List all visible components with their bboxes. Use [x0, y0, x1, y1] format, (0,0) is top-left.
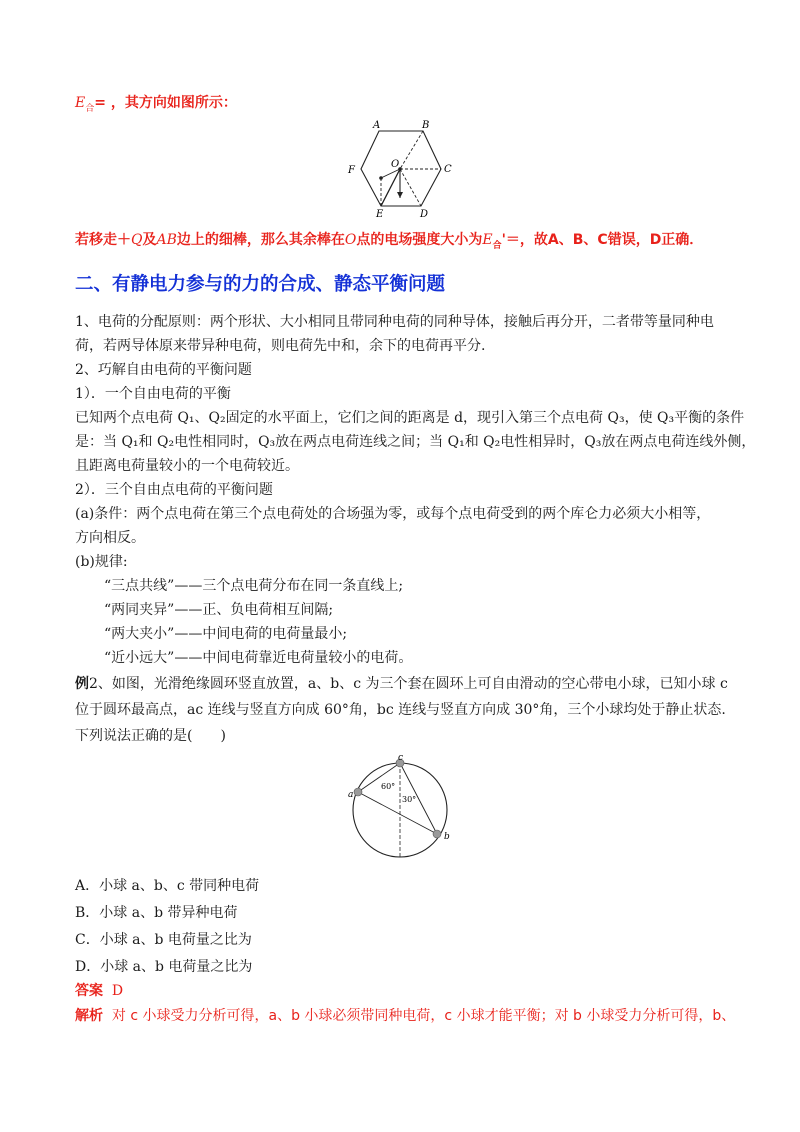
e-prime-symbol: E	[482, 232, 493, 248]
remove-text-1: 若移走＋	[75, 232, 131, 248]
example-tag: 例	[75, 676, 89, 692]
e-prime-subscript: 合	[492, 240, 502, 251]
para-4b: 是：当 Q₁和 Q₂电性相同时，Q₃放在两点电荷连线之间；当 Q₁和 Q₂电性相异时，Q₃放在两点电荷连线外侧，	[75, 434, 756, 450]
label-c: C	[444, 164, 452, 175]
answer-label: 答案	[75, 983, 103, 999]
ab-symbol: AB	[156, 232, 177, 248]
para-6b: 方向相反。	[75, 530, 145, 546]
rule-2: “两同夹异”——正、负电荷相互间隔;	[104, 602, 334, 618]
answer-value: D	[111, 983, 124, 999]
example-line-3: 下列说法正确的是( )	[75, 728, 226, 744]
analysis-label: 解析	[75, 1008, 103, 1024]
label-a-ball: a	[348, 790, 354, 800]
e-subscript: 合	[85, 103, 95, 114]
point-dot	[379, 176, 383, 180]
label-e: E	[376, 209, 384, 220]
para-3: 1）．一个自由电荷的平衡	[75, 386, 231, 402]
arrowhead-down	[397, 192, 403, 198]
e-symbol: E	[75, 95, 86, 111]
ball-a	[354, 788, 362, 796]
section-heading: 二、有静电力参与的力的合成、静态平衡问题	[75, 274, 446, 295]
circle-figure	[340, 754, 470, 862]
dashed-od	[400, 169, 421, 206]
field-direction-line	[75, 93, 237, 119]
angle-30-label: 30°	[402, 795, 417, 804]
para-1a: 1、电荷的分配原则：两个形状、大小相同且带同种电荷的同种导体，接触后再分开，二者带等量同种电	[75, 314, 714, 330]
label-c-ball: c	[398, 754, 404, 763]
example-text-1: 2、如图，光滑绝缘圆环竖直放置，a、b、c 为三个套在圆环上可自由滑动的空心带电小球，已知小球 c	[89, 676, 728, 692]
para-5: 2）．三个自由点电荷的平衡问题	[75, 482, 273, 498]
para-4c: 且距离电荷量较小的一个电荷较近。	[75, 458, 299, 474]
hexagon-figure	[340, 118, 470, 223]
remove-text-5: '＝，故A、B、C错误，D正确．	[501, 232, 704, 248]
label-a: A	[373, 120, 381, 131]
remove-text-2: 及	[142, 232, 157, 248]
remove-text-4: 点的电场强度大小为	[356, 232, 483, 248]
para-4a: 已知两个点电荷 Q₁、Q₂固定的水平面上，它们之间的距离是 d，现引入第三个点电荷 Q₃，使 Q₃平衡的条件	[75, 410, 745, 426]
dashed-ob	[400, 131, 423, 169]
analysis-text: 对 c 小球受力分析可得，a、b 小球必须带同种电荷，c 小球才能平衡；对 b 小球受力分析可得，b、	[111, 1008, 736, 1024]
field-vector-1	[381, 169, 400, 206]
remove-rod-line	[75, 230, 703, 256]
option-c: C．小球 a、b 电荷量之比为	[75, 932, 252, 948]
example-line-1	[75, 674, 728, 694]
field-direction-text: = ，其方向如图所示：	[94, 95, 237, 111]
para-1b: 荷，若两导体原来带异种电荷，则电荷先中和，余下的电荷再平分.	[75, 338, 486, 354]
option-a: A．小球 a、b、c 带同种电荷	[75, 878, 260, 894]
para-6a: (a)条件：两个点电荷在第三个点电荷处的合场强为零，或每个点电荷受到的两个库仑力必须大小相等，	[75, 506, 711, 522]
remove-text-3: 边上的细棒，那么其余棒在	[176, 232, 345, 248]
option-b: B．小球 a、b 带异种电荷	[75, 905, 238, 921]
option-d: D．小球 a、b 电荷量之比为	[75, 959, 253, 975]
rule-4: “近小远大”——中间电荷靠近电荷量较小的电荷。	[104, 650, 413, 666]
answer-line	[75, 981, 123, 1001]
o-symbol: O	[344, 232, 357, 248]
angle-60-label: 60°	[381, 782, 396, 791]
label-b: B	[422, 120, 430, 131]
label-f: F	[348, 165, 355, 176]
para-7: (b)规律:	[75, 554, 128, 570]
label-b-ball: b	[444, 832, 450, 842]
rule-3: “两大夹小”——中间电荷的电荷量最小;	[104, 626, 348, 642]
label-o: O	[391, 159, 400, 170]
ball-b	[433, 830, 441, 838]
q-symbol: Q	[131, 232, 143, 248]
ab-line	[358, 792, 437, 834]
example-line-2: 位于圆环最高点，ac 连线与竖直方向成 60°角，bc 连线与竖直方向成 30°角，三个小球均处于静止状态.	[75, 702, 726, 718]
label-d: D	[420, 209, 429, 220]
rule-1: “三点共线”——三个点电荷分布在同一条直线上;	[104, 578, 404, 594]
analysis-line	[75, 1006, 735, 1026]
para-2: 2、巧解自由电荷的平衡问题	[75, 362, 252, 378]
